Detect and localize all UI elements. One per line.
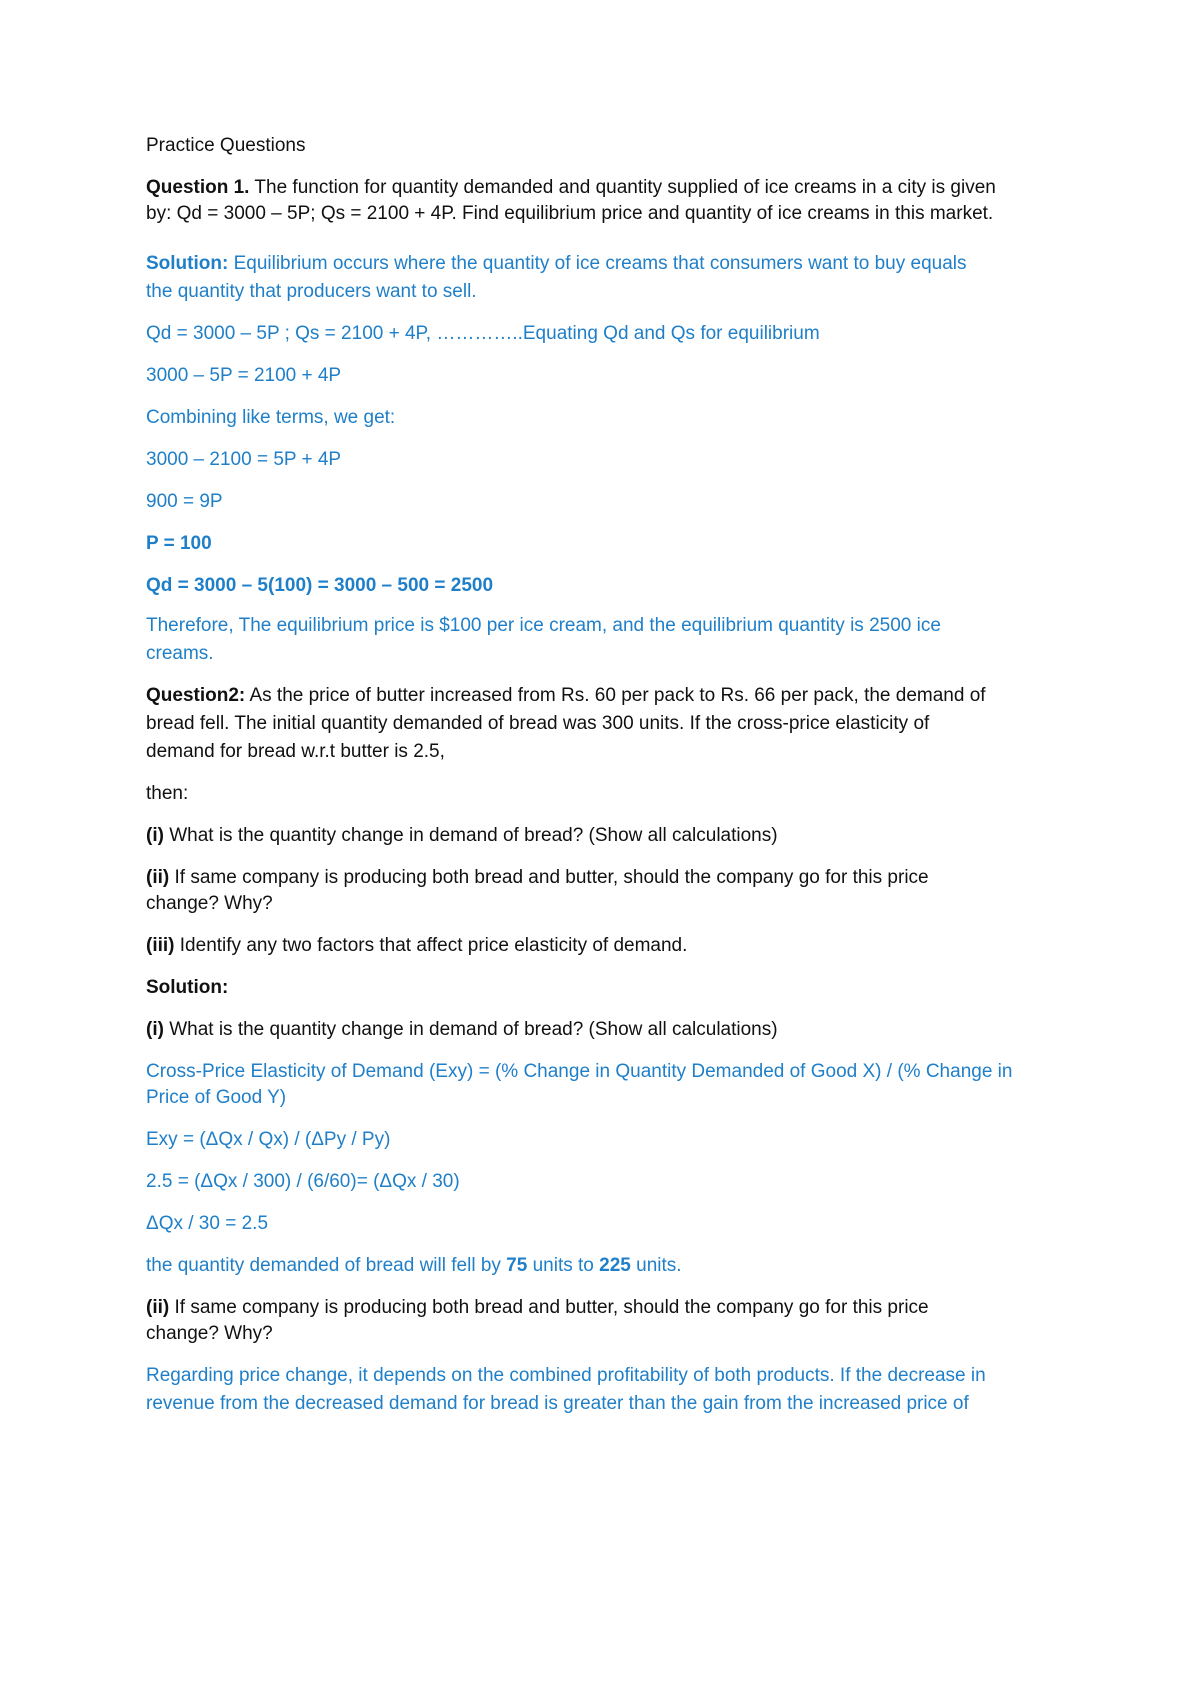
solution-2-part-ii-line-2: change? Why?	[146, 1323, 273, 1344]
question-1-text: The function for quantity demanded and quantity supplied of ice creams in a city is given	[249, 177, 996, 198]
solution-1-line-2: the quantity that producers want to sell.	[146, 281, 477, 302]
document-heading: Practice Questions	[146, 135, 306, 156]
cross-price-definition-line-1: Cross-Price Elasticity of Demand (Exy) = (% Change in Quantity Demanded of Good X) / (% Change in	[146, 1061, 1013, 1082]
question-2-then: then:	[146, 783, 189, 804]
equation-6: P = 100	[146, 533, 212, 554]
equation-1: Qd = 3000 – 5P ; Qs = 2100 + 4P, …………..Equating Qd and Qs for equilibrium	[146, 323, 820, 344]
equation-5: 900 = 9P	[146, 491, 223, 512]
part-iii-text: Identify any two factors that affect price elasticity of demand.	[174, 935, 688, 956]
solution-part-ii-text: If same company is producing both bread and butter, should the company go for this price	[169, 1297, 929, 1318]
solution-part-i-label: (i)	[146, 1019, 164, 1040]
part-ii-answer-line-2: revenue from the decreased demand for bread is greater than the gain from the increased price of	[146, 1393, 969, 1414]
solution-2-label: Solution:	[146, 977, 229, 998]
result-225: 225	[599, 1255, 631, 1276]
equation-7	[146, 572, 1066, 600]
part-i-label: (i)	[146, 825, 164, 846]
equation-7-prefix: Qd = 3000 – 5(100) = 3000 – 500 =	[146, 575, 451, 596]
question-1-line-1	[146, 174, 1066, 202]
elasticity-calc-1: 2.5 = (ΔQx / 300) / (6/60)= (ΔQx / 30)	[146, 1171, 460, 1192]
solution-1-line-1	[146, 250, 1066, 278]
result-mid: units to	[527, 1255, 600, 1276]
question-2-line-3: demand for bread w.r.t butter is 2.5,	[146, 741, 445, 762]
part-ii-text: If same company is producing both bread and butter, should the company go for this price	[169, 867, 929, 888]
equation-2: 3000 – 5P = 2100 + 4P	[146, 365, 342, 386]
solution-2-part-i	[146, 1016, 1066, 1044]
result-prefix: the quantity demanded of bread will fell by	[146, 1255, 507, 1276]
question-2-part-i	[146, 822, 1066, 850]
question-2-line-2: bread fell. The initial quantity demanded of bread was 300 units. If the cross-price elasticity of	[146, 713, 930, 734]
solution-2-part-ii-line-1	[146, 1294, 1066, 1322]
question-2-text: As the price of butter increased from Rs. 60 per pack to Rs. 66 per pack, the demand of	[245, 685, 986, 706]
question-2-label: Question2:	[146, 685, 246, 706]
question-2-part-iii	[146, 932, 1066, 960]
equation-4: 3000 – 2100 = 5P + 4P	[146, 449, 342, 470]
question-1-label: Question 1.	[146, 177, 250, 198]
result-75: 75	[506, 1255, 528, 1276]
solution-1-label: Solution:	[146, 253, 229, 274]
equation-7-result: 2500	[450, 575, 494, 596]
solution-1-text: Equilibrium occurs where the quantity of ice creams that consumers want to buy equals	[228, 253, 967, 274]
part-i-text: What is the quantity change in demand of bread? (Show all calculations)	[163, 825, 778, 846]
question-2-part-ii-line-2: change? Why?	[146, 893, 273, 914]
part-ii-label: (ii)	[146, 867, 170, 888]
equation-3: Combining like terms, we get:	[146, 407, 396, 428]
cross-price-definition-line-2: Price of Good Y)	[146, 1087, 287, 1108]
part-ii-answer-line-1: Regarding price change, it depends on the combined profitability of both products. If the decrease in	[146, 1365, 986, 1386]
elasticity-calc-2: ΔQx / 30 = 2.5	[146, 1213, 269, 1234]
elasticity-result	[146, 1252, 1066, 1280]
question-1-line-2: by: Qd = 3000 – 5P; Qs = 2100 + 4P. Find equilibrium price and quantity of ice creams in this market.	[146, 203, 994, 224]
conclusion-1-line-2: creams.	[146, 643, 214, 664]
elasticity-formula: Exy = (ΔQx / Qx) / (ΔPy / Py)	[146, 1129, 391, 1150]
question-2-part-ii-line-1	[146, 864, 1066, 892]
result-suffix: units.	[630, 1255, 682, 1276]
solution-part-ii-label: (ii)	[146, 1297, 170, 1318]
question-2-line-1	[146, 682, 1066, 710]
solution-part-i-text: What is the quantity change in demand of bread? (Show all calculations)	[163, 1019, 778, 1040]
part-iii-label: (iii)	[146, 935, 175, 956]
conclusion-1-line-1: Therefore, The equilibrium price is $100 per ice cream, and the equilibrium quantity is 2500 ice	[146, 615, 941, 636]
